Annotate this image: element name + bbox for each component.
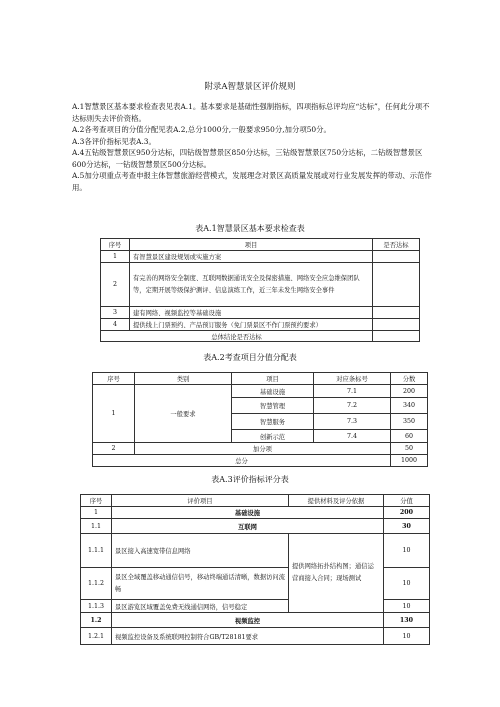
table-a2-caption: 表A.2考查项目分值分配表	[203, 353, 297, 362]
table-row	[93, 455, 428, 467]
table-cell: 7.1	[314, 385, 391, 398]
table-cell: 景区接入高速宽带信息网络	[112, 534, 289, 568]
table-cell: 200	[391, 385, 428, 398]
table-header-cell: 是否达标	[373, 239, 420, 251]
paragraph-a5: A.5加分项重点考查申报主体智慧旅游经营模式，发展理念对景区高质量发展或对行业发展发挥的带动、示范作用。	[72, 171, 432, 192]
table-cell: 基础设施	[232, 385, 314, 398]
table-row	[81, 507, 430, 519]
table-cell: 60	[391, 430, 428, 443]
table-cell: 1.2	[81, 613, 112, 628]
table-cell: 1.1.3	[81, 600, 112, 613]
table-cell: 景区游览区域覆盖免费无线通信网络，信号稳定	[112, 600, 289, 613]
summary-cell: 总体结论是否达标	[101, 331, 373, 342]
table-a2	[92, 372, 428, 467]
table-cell: 130	[384, 613, 430, 628]
table-a1-caption: 表A.1智慧景区基本要求检查表	[195, 224, 305, 233]
table-row	[81, 628, 430, 645]
table-cell: 1.2.1	[81, 628, 112, 645]
table-row	[101, 319, 420, 331]
table-row	[93, 443, 428, 455]
total-value-cell: 1000	[391, 455, 428, 467]
table-cell: 有完善的网络安全制度、互联网数据通讯安全及保密措施、网络安全应急维保团队等，定期开展等级保护测评、信息演练工作，近三年未发生网络安全事件	[130, 263, 373, 307]
table-header-cell: 序号	[101, 239, 130, 251]
table-cell: 智慧管理	[232, 398, 314, 414]
table-a1	[100, 238, 420, 342]
table-cell: 视频监控	[112, 613, 384, 628]
rules-text	[72, 101, 432, 193]
table-cell: 1.1.1	[81, 534, 112, 568]
table-a3-caption: 表A.3评价指标评分表	[211, 475, 289, 484]
table-cell: 340	[391, 398, 428, 414]
table-cell: 加分项	[135, 443, 391, 455]
table-cell: 10	[384, 628, 430, 645]
total-label-cell: 总分	[93, 455, 391, 467]
table-cell	[373, 331, 420, 342]
table-cell: 2	[101, 263, 130, 307]
table-header-cell: 项目	[232, 373, 314, 385]
table-cell: 7.2	[314, 398, 391, 414]
table-cell: 1	[101, 251, 130, 263]
table-cell: 提供线上门票预约、产品预订服务（免门票景区不作门票预约要求）	[130, 319, 373, 331]
table-cell: 互联网	[112, 519, 384, 534]
table-cell: 创新示范	[232, 430, 314, 443]
table-cell: 4	[101, 319, 130, 331]
table-row	[81, 534, 430, 568]
table-header-cell: 评价项目	[112, 495, 289, 507]
table-cell: 基础设施	[112, 507, 384, 519]
table-cell: 视频监控设备及系统联网控制符合GB/T28181要求	[112, 628, 384, 645]
table-cell: 10	[384, 600, 430, 613]
table-cell: 200	[384, 507, 430, 519]
table-cell: 350	[391, 414, 428, 430]
material-cell: 提供网络拓扑结构图；通信运营商接入合同；现场测试	[289, 534, 384, 613]
table-cell: 7.4	[314, 430, 391, 443]
table-cell: 2	[93, 443, 135, 455]
table-header-cell: 类别	[135, 373, 232, 385]
table-cell: 50	[391, 443, 428, 455]
table-cell: 景区全域覆盖移动通信信号，移动终端通话清晰，数据访问流畅	[112, 568, 289, 600]
table-cell: 1	[93, 385, 135, 443]
table-cell: 10	[384, 534, 430, 568]
table-cell: 1.1.2	[81, 568, 112, 600]
table-header-cell: 序号	[81, 495, 112, 507]
table-row	[101, 263, 420, 307]
table-row	[101, 331, 420, 342]
table-cell	[373, 251, 420, 263]
table-cell	[373, 263, 420, 307]
paragraph-a1: A.1智慧景区基本要求检查表见表A.1。基本要求是基础性强制指标，四项指标总评均应“达标”，任何此分项不达标则失去评价资格。	[72, 102, 430, 123]
table-row	[81, 519, 430, 534]
table-cell: 一般要求	[135, 385, 232, 443]
paragraph-a4: A.4五钻级智慧景区950分达标，四钻级智慧景区850分达标，三钻级智慧景区750分达标，二钻级智慧景区600分达标，一钻级智慧景区500分达标。	[72, 148, 423, 169]
paragraph-a2: A.2各考查项目的分值分配见表A.2,总分1000分,一般要求950分,加分项50分。	[72, 125, 331, 134]
table-header-cell: 对应条标号	[314, 373, 391, 385]
table-cell: 10	[384, 568, 430, 600]
table-row	[101, 251, 420, 263]
table-cell: 1.1	[81, 519, 112, 534]
table-cell	[373, 307, 420, 319]
table-cell: 3	[101, 307, 130, 319]
appendix-title: 附录A智慧景区评价规则	[204, 82, 296, 92]
table-header-cell: 项目	[130, 239, 373, 251]
table-cell: 30	[384, 519, 430, 534]
table-header-cell: 分数	[391, 373, 428, 385]
table-cell: 有智慧景区建设规划或实施方案	[130, 251, 373, 263]
table-row	[93, 385, 428, 398]
paragraph-a3: A.3各评价指标见表A.3。	[72, 136, 156, 146]
table-row	[101, 307, 420, 319]
table-cell	[373, 319, 420, 331]
table-header-cell: 序号	[93, 373, 135, 385]
table-header-cell: 提供材料及评分依据	[289, 495, 384, 507]
table-cell: 建有网络、视频监控等基础设施	[130, 307, 373, 319]
table-a3	[80, 494, 430, 645]
table-header-cell: 分值	[384, 495, 430, 507]
table-cell: 1	[81, 507, 112, 519]
table-cell: 7.3	[314, 414, 391, 430]
table-row	[81, 613, 430, 628]
table-cell: 智慧服务	[232, 414, 314, 430]
